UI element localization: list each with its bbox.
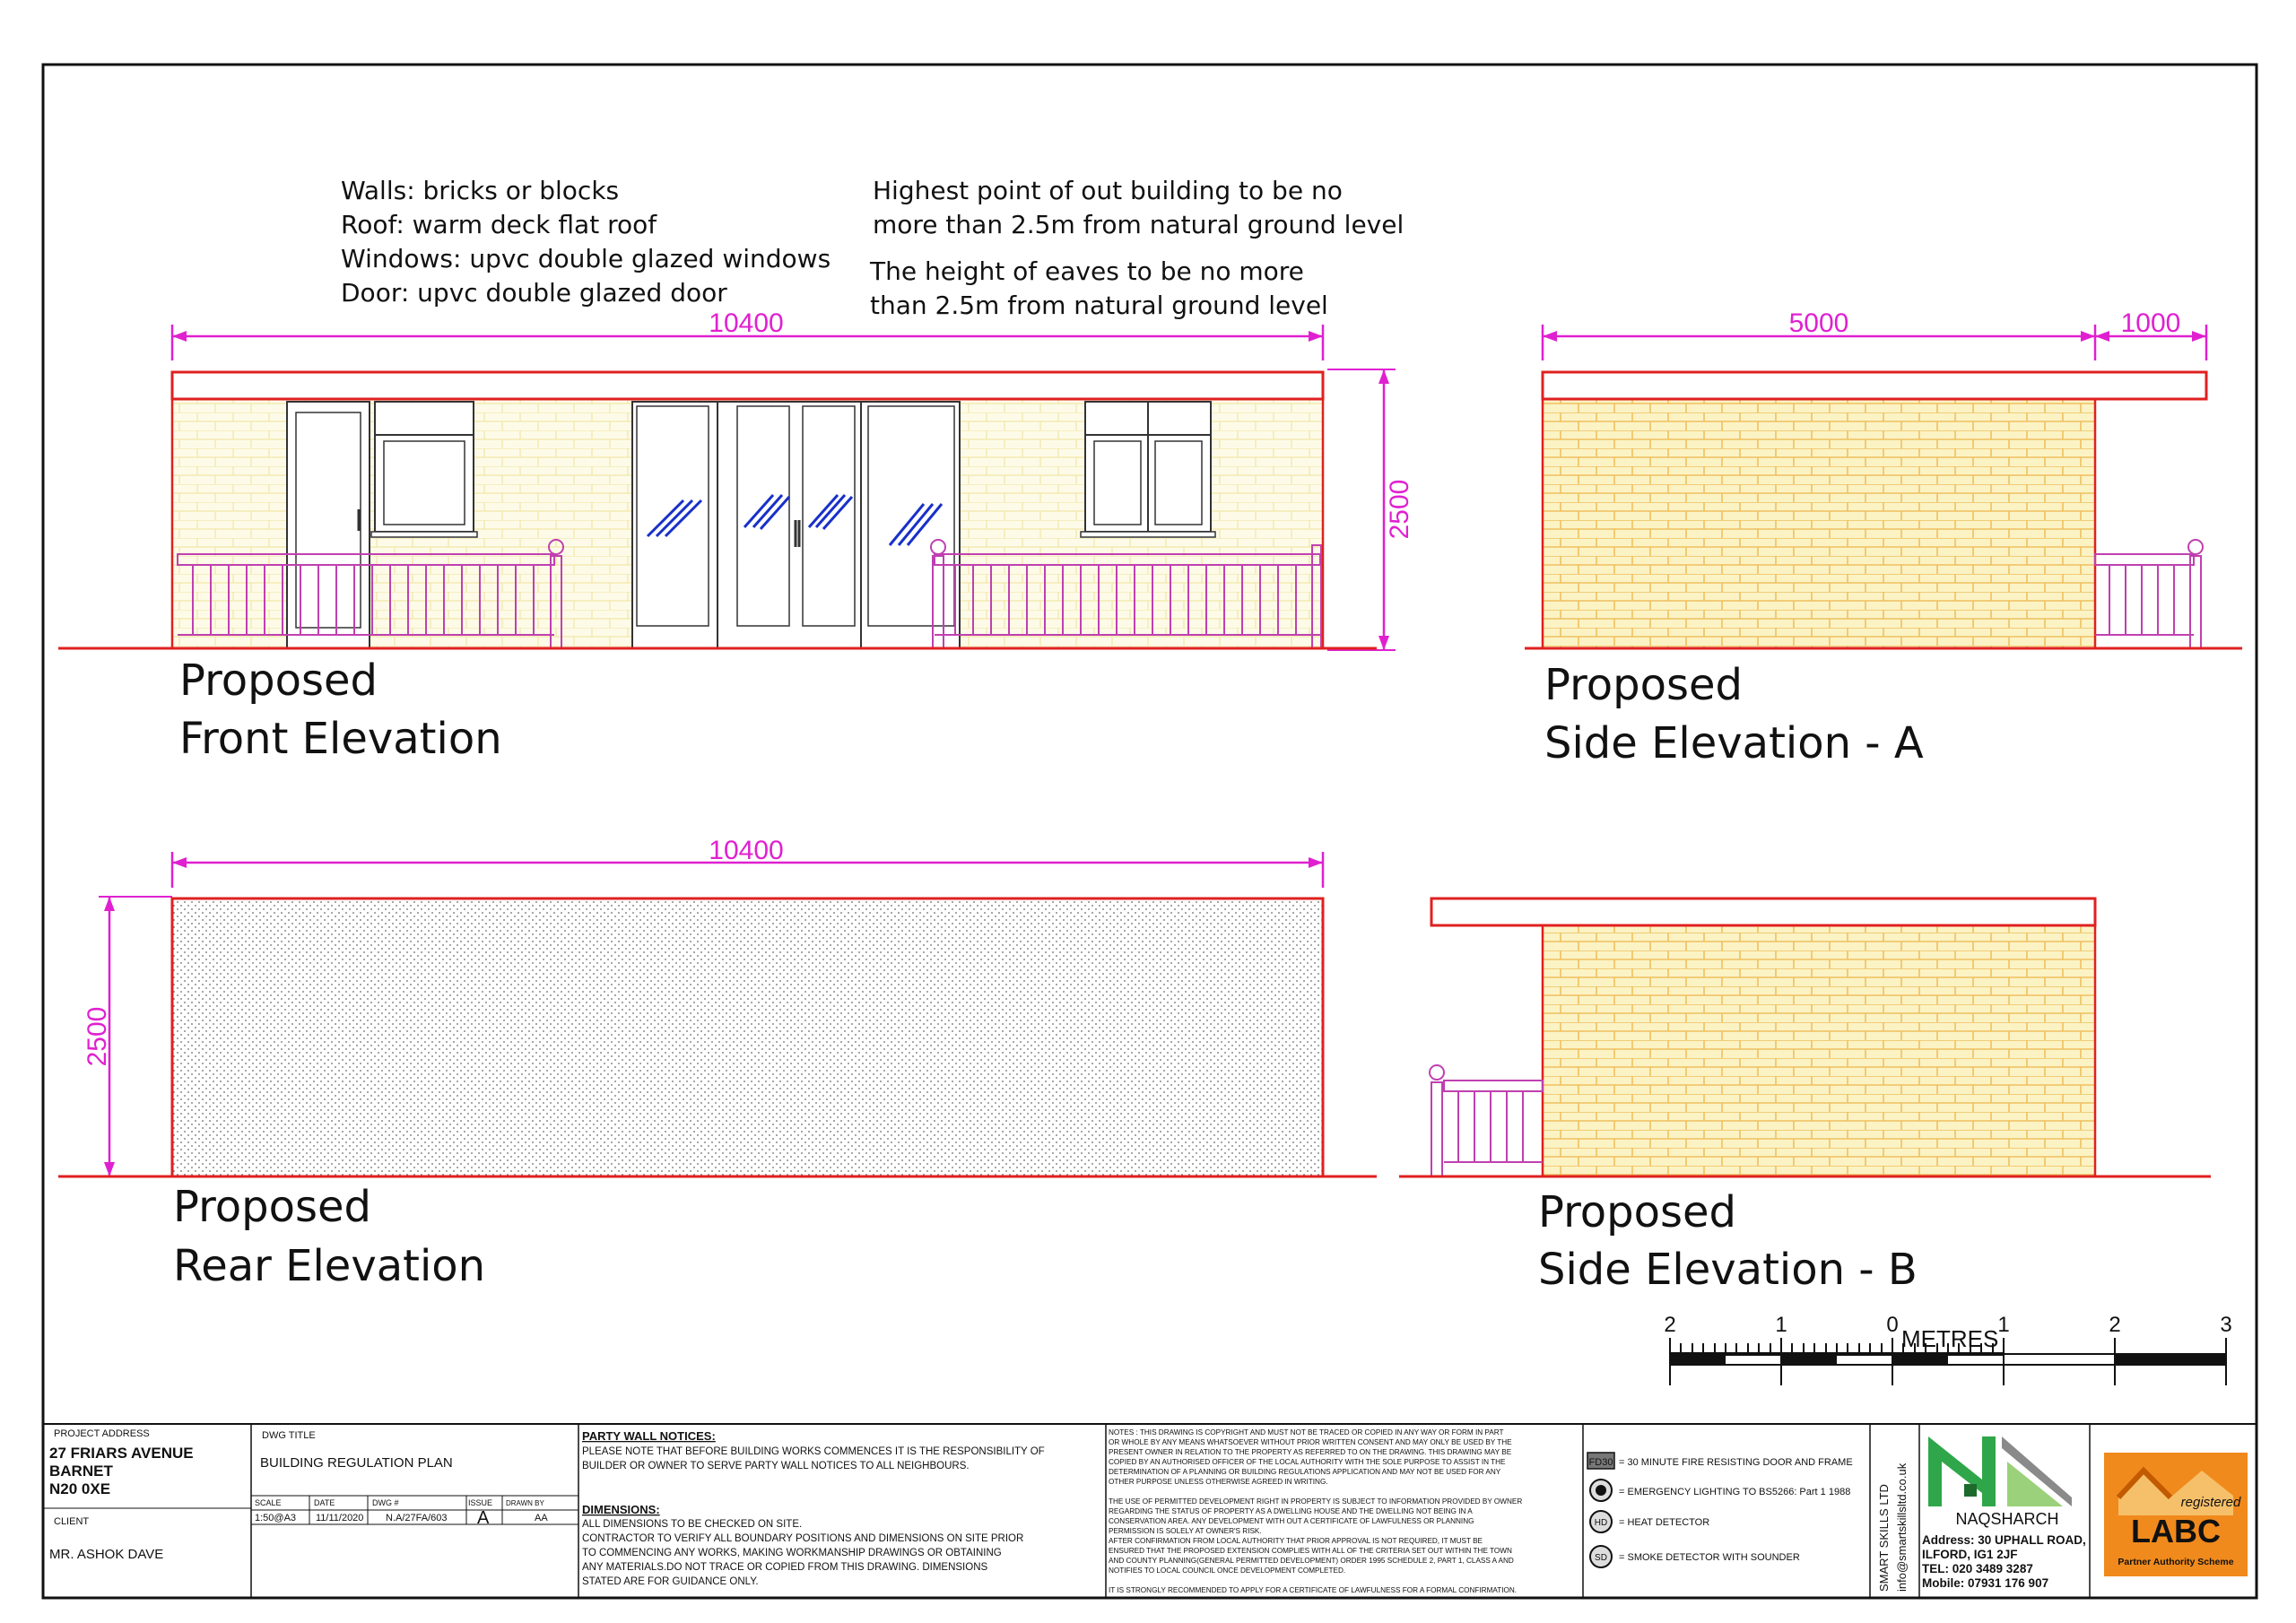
side-elevation-b xyxy=(1399,898,2211,1295)
scale-tick-label: 2 xyxy=(2109,1313,2121,1337)
front-elevation xyxy=(58,308,1414,764)
copyright-text: DETERMINATION OF A PLANNING OR BUILDING REGULATIONS APPLICATION AND MAY NOT BE USED FOR ANY xyxy=(1109,1468,1501,1476)
front-width-dimension: 10400 xyxy=(709,308,784,338)
dimensions-text: ALL DIMENSIONS TO BE CHECKED ON SITE. xyxy=(582,1519,803,1530)
scale-tick-label: 3 xyxy=(2220,1313,2232,1337)
labc-scheme: Partner Authority Scheme xyxy=(2118,1557,2234,1567)
height-note-2-line-2: than 2.5m from natural ground level xyxy=(870,291,1328,320)
party-wall-text: BUILDER OR OWNER TO SERVE PARTY WALL NOTICES TO ALL NEIGHBOURS. xyxy=(582,1461,970,1471)
rear-elevation xyxy=(58,836,1377,1291)
smoke-detector-symbol: SD xyxy=(1595,1553,1607,1563)
scale-tick-label: 0 xyxy=(1886,1313,1899,1337)
drawn-by-label: DRAWN BY xyxy=(506,1499,544,1507)
note-walls: Walls: bricks or blocks xyxy=(341,176,620,205)
front-height-dimension: 2500 xyxy=(1385,479,1414,540)
copyright-text: COPIED BY AN AUTHORISED OFFICER OF THE LOCAL AUTHORITY WITH THE SOLE PURPOSE TO ASSIST IN THE xyxy=(1109,1458,1506,1466)
address-line: 27 FRIARS AVENUE xyxy=(49,1445,194,1462)
dimensions-text: TO COMMENCING ANY WORKS, MAKING WORKMANSHIP DRAWINGS OR OBTAINING xyxy=(582,1548,1002,1558)
permitted-text: IT IS STRONGLY RECOMMENDED TO APPLY FOR A CERTIFICATE OF LAWFULNESS FOR A FORMAL CONFIRMATION. xyxy=(1109,1586,1518,1594)
naqsharch-logo-icon xyxy=(1928,1436,2072,1528)
permitted-text: ENSURED THAT THE PROPOSED EXTENSION COMPLIES WITH ALL OF THE CRITERIA SET OUT WITHIN THE TOWN xyxy=(1109,1547,1512,1555)
dimensions-heading: DIMENSIONS: xyxy=(582,1503,660,1516)
date-field-label: DATE xyxy=(314,1498,335,1507)
copyright-text: OTHER PURPOSE UNLESS OTHERWISE AGREED IN WRITING. xyxy=(1109,1478,1328,1486)
rear-elevation-title-line-2: Rear Elevation xyxy=(173,1241,486,1291)
legend-text: = 30 MINUTE FIRE RESISTING DOOR AND FRAME xyxy=(1619,1457,1853,1468)
copyright-text: OR WHOLE BY ANY MEANS WHATSOEVER WITHOUT PRIOR WRITTEN CONSENT AND MAY ONLY BE USED BY THE xyxy=(1109,1438,1512,1446)
permitted-text: NOTIFIES TO LOCAL COUNCIL ONCE DEVELOPMENT COMPLETED. xyxy=(1109,1567,1346,1575)
dwg-title-label: DWG TITLE xyxy=(262,1430,316,1441)
symbol-legend xyxy=(1587,1453,1853,1567)
client-label: CLIENT xyxy=(54,1516,90,1527)
height-note-1-line-1: Highest point of out building to be no xyxy=(873,176,1343,205)
side-b-railing xyxy=(1430,1065,1543,1176)
address-line: N20 0XE xyxy=(49,1480,111,1497)
legend-text: = EMERGENCY LIGHTING TO BS5266: Part 1 1988 xyxy=(1619,1487,1851,1497)
drawn-by-value: AA xyxy=(535,1513,548,1523)
permitted-text: AND COUNTY PLANNING(GENERAL PERMITTED DEVELOPMENT) ORDER 1995 SCHEDULE 2, PART 1, CLASS A AND xyxy=(1109,1557,1514,1565)
issue-value: A xyxy=(477,1508,490,1528)
issue-field-label: ISSUE xyxy=(468,1498,493,1507)
company-name-vertical: SMART SKILLS LTD xyxy=(1877,1484,1891,1592)
rear-width-dimension: 10400 xyxy=(709,836,784,865)
front-elevation-title-line-2: Front Elevation xyxy=(179,714,502,764)
height-note-1-line-2: more than 2.5m from natural ground level xyxy=(873,210,1405,239)
labc-registered: registered xyxy=(2180,1495,2241,1510)
client-name: MR. ASHOK DAVE xyxy=(49,1547,164,1562)
scale-unit-label: METRES xyxy=(1901,1325,1999,1352)
company-email-vertical: info@smartskillsltd.co.uk xyxy=(1895,1462,1909,1592)
dimensions-text: STATED ARE FOR GUIDANCE ONLY. xyxy=(582,1576,759,1587)
permitted-text: PERMISSION IS SOLELY AT OWNER'S RISK. xyxy=(1109,1527,1262,1535)
dwg-title: BUILDING REGULATION PLAN xyxy=(260,1455,453,1471)
company-phone: TEL: 020 3489 3287 xyxy=(1922,1562,2033,1575)
side-a-width-dimension: 5000 xyxy=(1788,308,1849,338)
rear-height-dimension: 2500 xyxy=(83,1006,112,1067)
scale-bar xyxy=(1664,1313,2231,1385)
company-address: Address: 30 UPHALL ROAD, xyxy=(1922,1533,2086,1547)
scale-field-label: SCALE xyxy=(255,1498,282,1507)
legend-text: = SMOKE DETECTOR WITH SOUNDER xyxy=(1619,1552,1800,1563)
scale-tick-label: 1 xyxy=(1997,1313,2010,1337)
side-a-title-line-2: Side Elevation - A xyxy=(1544,718,1924,768)
scale-tick-label: 2 xyxy=(1664,1313,1676,1337)
side-elevation-a xyxy=(1525,308,2242,768)
copyright-text: NOTES : THIS DRAWING IS COPYRIGHT AND MUST NOT BE TRACED OR COPIED IN ANY WAY OR FORM IN PART xyxy=(1109,1428,1504,1436)
legend-text: = HEAT DETECTOR xyxy=(1619,1517,1710,1528)
permitted-text: AFTER CONFIRMATION FROM LOCAL AUTHORITY THAT PRIOR APPROVAL IS NOT REQUIRED, IT MUST BE xyxy=(1109,1537,1483,1545)
front-elevation-title-line-1: Proposed xyxy=(179,655,378,706)
fire-door-symbol: FD30 xyxy=(1588,1457,1613,1468)
title-block xyxy=(43,1424,2257,1598)
permitted-text: THE USE OF PERMITTED DEVELOPMENT RIGHT IN PROPERTY IS SUBJECT TO INFORMATION PROVIDED BY OWNER xyxy=(1109,1497,1523,1506)
note-door: Door: upvc double glazed door xyxy=(341,278,727,308)
side-a-overhang-dimension: 1000 xyxy=(2120,308,2181,338)
address-line: BARNET xyxy=(49,1462,113,1480)
brand-name: NAQSHARCH xyxy=(1955,1510,2059,1528)
permitted-text: REGARDING THE STATUS OF PROPERTY AS A DWELLING HOUSE AND THE DWELLING NOT BEING IN A xyxy=(1109,1507,1473,1515)
rear-elevation-title-line-1: Proposed xyxy=(173,1182,371,1232)
company-mobile: Mobile: 07931 176 907 xyxy=(1922,1576,2049,1590)
height-notes xyxy=(869,176,1404,320)
party-wall-heading: PARTY WALL NOTICES: xyxy=(582,1429,716,1443)
note-windows: Windows: upvc double glazed windows xyxy=(341,244,831,273)
heat-detector-symbol: HD xyxy=(1594,1518,1608,1528)
labc-wordmark: LABC xyxy=(2131,1513,2221,1549)
project-address-label: PROJECT ADDRESS xyxy=(54,1428,150,1439)
side-a-title-line-1: Proposed xyxy=(1544,660,1743,710)
labc-logo-icon xyxy=(2104,1453,2248,1576)
company-address: ILFORD, IG1 2JF xyxy=(1922,1548,2018,1561)
date-value: 11/11/2020 xyxy=(316,1513,364,1523)
dwg-number-label: DWG # xyxy=(372,1498,399,1507)
scale-value: 1:50@A3 xyxy=(255,1513,297,1523)
side-b-title-line-1: Proposed xyxy=(1538,1187,1736,1237)
scale-tick-label: 1 xyxy=(1775,1313,1787,1337)
dimensions-text: ANY MATERIALS.DO NOT TRACE OR COPIED FROM THIS DRAWING. DIMENSIONS xyxy=(582,1562,988,1573)
height-note-2-line-1: The height of eaves to be no more xyxy=(870,256,1304,286)
party-wall-text: PLEASE NOTE THAT BEFORE BUILDING WORKS COMMENCES IT IS THE RESPONSIBILITY OF xyxy=(582,1446,1045,1457)
note-roof: Roof: warm deck flat roof xyxy=(341,210,657,239)
side-a-railing xyxy=(2095,540,2203,648)
permitted-text: CONSERVATION AREA. ANY DEVELOPMENT WITH OUT A CERTIFICATE OF LAWFULNESS OR PLANNING xyxy=(1109,1517,1474,1525)
dimensions-text: CONTRACTOR TO VERIFY ALL BOUNDARY POSITIONS AND DIMENSIONS ON SITE PRIOR xyxy=(582,1533,1024,1544)
copyright-text: PRESENT OWNER IN RELATION TO THE PROPERTY AS REFERRED TO ON THE DRAWING. THIS DRAWING MAY BE xyxy=(1109,1448,1512,1456)
dwg-number-value: N.A/27FA/603 xyxy=(386,1513,448,1523)
material-notes xyxy=(341,176,831,308)
side-b-title-line-2: Side Elevation - B xyxy=(1538,1245,1918,1295)
